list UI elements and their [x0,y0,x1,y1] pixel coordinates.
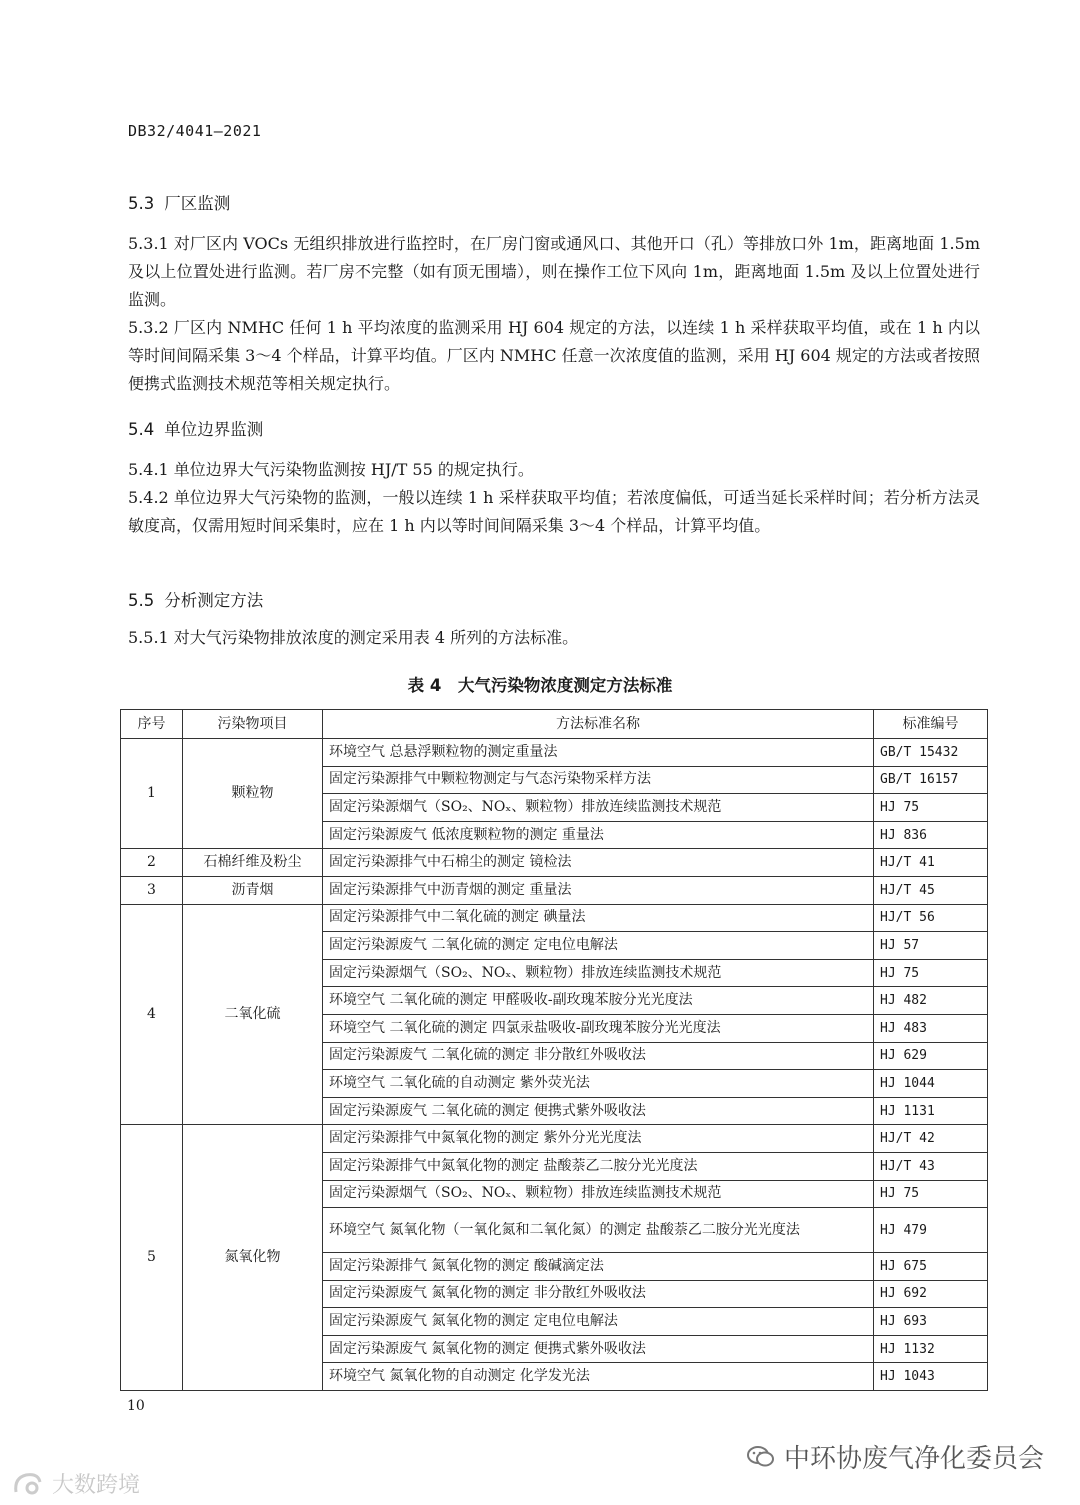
watermark-text: 中环协废气净化委员会 [783,1444,1044,1474]
section-title: 单位边界监测 [164,420,264,439]
method-cell: 环境空气 氮氧化物（一氧化氮和二氧化氮）的测定 盐酸萘乙二胺分光光度法 [323,1208,874,1253]
seq-cell: 1 [121,739,183,849]
section-title: 厂区监测 [164,194,231,213]
seq-cell: 5 [121,1125,183,1391]
method-cell: 固定污染源烟气（SO₂、NOₓ、颗粒物）排放连续监测技术规范 [323,959,874,987]
pollutant-cell: 沥青烟 [183,876,323,904]
method-cell: 固定污染源废气 氮氧化物的测定 定电位电解法 [323,1308,874,1336]
watermark-brand [12,1468,140,1499]
table-caption: 表 4 大气污染物浓度测定方法标准 [407,676,673,695]
section-heading-5-3 [128,190,230,214]
method-cell: 固定污染源排气中氮氧化物的测定 盐酸萘乙二胺分光光度法 [323,1152,874,1180]
code-cell: HJ/T 43 [874,1152,988,1180]
paragraph-5-4-1: 5.4.1 单位边界大气污染物监测按 HJ/T 55 的规定执行。 [128,460,534,479]
code-cell: HJ 75 [874,959,988,987]
section-title: 分析测定方法 [164,591,264,610]
paragraph-5-4-2: 5.4.2 单位边界大气污染物的监测，一般以连续 1 h 采样获取平均值；若浓度偏低，可适当延长采样时间；若分析方法灵敏度高，仅需用短时间采集时，应在 1 h 内以等时间间隔采集 3～4 个样品，计算平均值。 [128,488,980,535]
method-cell: 固定污染源排气中二氧化硫的测定 碘量法 [323,904,874,932]
brand-logo-icon [12,1470,46,1498]
code-cell: HJ 1044 [874,1070,988,1098]
method-cell: 环境空气 二氧化硫的测定 甲醛吸收-副玫瑰苯胺分光光度法 [323,987,874,1015]
code-cell: GB/T 16157 [874,766,988,794]
header-method-name: 方法标准名称 [323,710,874,739]
pollutant-cell: 二氧化硫 [183,904,323,1125]
code-cell: HJ 482 [874,987,988,1015]
code-cell: HJ 57 [874,932,988,960]
paragraph-5-3-1: 5.3.1 对厂区内 VOCs 无组织排放进行监控时，在厂房门窗或通风口、其他开口（孔）等排放口外 1m，距离地面 1.5m 及以上位置处进行监测。若厂房不完整（如有顶无围墙），则在操作工位下风向 1m，距离地面 1.5m 及以上位置处进行监测。 [128,234,980,309]
method-cell: 固定污染源废气 低浓度颗粒物的测定 重量法 [323,821,874,849]
pollutant-cell: 氮氧化物 [183,1125,323,1391]
code-cell: HJ 75 [874,794,988,822]
page-number: 10 [127,1398,145,1414]
section-number: 5.4 [128,420,155,439]
code-cell: HJ 675 [874,1253,988,1281]
header-pollutant: 污染物项目 [183,710,323,739]
method-cell: 固定污染源废气 二氧化硫的测定 便携式紫外吸收法 [323,1097,874,1125]
paragraph-5-5-1: 5.5.1 对大气污染物排放浓度的测定采用表 4 所列的方法标准。 [128,628,579,647]
code-cell: HJ 479 [874,1208,988,1253]
table-header-row [121,710,988,739]
method-cell: 固定污染源废气 二氧化硫的测定 定电位电解法 [323,932,874,960]
method-cell: 环境空气 二氧化硫的自动测定 紫外荧光法 [323,1070,874,1098]
code-cell: HJ/T 45 [874,876,988,904]
code-cell: HJ/T 56 [874,904,988,932]
method-cell: 固定污染源排气 氮氧化物的测定 酸碱滴定法 [323,1253,874,1281]
code-cell: HJ 1131 [874,1097,988,1125]
watermark-brand-text: 大数跨境 [52,1473,141,1498]
method-cell: 固定污染源废气 二氧化硫的测定 非分散红外吸收法 [323,1042,874,1070]
code-cell: HJ 75 [874,1180,988,1208]
table-row [121,876,988,904]
code-cell: HJ 1043 [874,1363,988,1391]
code-cell: HJ 629 [874,1042,988,1070]
method-cell: 固定污染源烟气（SO₂、NOₓ、颗粒物）排放连续监测技术规范 [323,1180,874,1208]
method-cell: 固定污染源排气中颗粒物测定与气态污染物采样方法 [323,766,874,794]
table-row [121,849,988,877]
seq-cell: 3 [121,876,183,904]
seq-cell: 4 [121,904,183,1125]
table-row [121,904,988,932]
table-row [121,739,988,767]
pollutant-cell: 石棉纤维及粉尘 [183,849,323,877]
method-cell: 固定污染源排气中石棉尘的测定 镜检法 [323,849,874,877]
code-cell: HJ 483 [874,1014,988,1042]
section-number: 5.5 [128,591,155,610]
pollutant-cell: 颗粒物 [183,739,323,849]
document-code: DB32/4041—2021 [128,122,262,140]
method-cell: 固定污染源排气中氮氧化物的测定 紫外分光光度法 [323,1125,874,1153]
method-cell: 固定污染源废气 氮氧化物的测定 便携式紫外吸收法 [323,1335,874,1363]
section-heading-5-4 [128,416,263,440]
method-cell: 固定污染源排气中沥青烟的测定 重量法 [323,876,874,904]
paragraph-5-3-2: 5.3.2 厂区内 NMHC 任何 1 h 平均浓度的监测采用 HJ 604 规定的方法，以连续 1 h 采样获取平均值，或在 1 h 内以等时间间隔采集 3～4 个样品，计算平均值。厂区内 NMHC 任意一次浓度值的监测，采用 HJ 604 规定的方法或者按照便携式监测技术规范等相关规定执行。 [128,318,980,393]
code-cell: HJ 836 [874,821,988,849]
table-row [121,1125,988,1153]
code-cell: HJ 693 [874,1308,988,1336]
method-cell: 固定污染源废气 氮氧化物的测定 非分散红外吸收法 [323,1280,874,1308]
header-standard-code: 标准编号 [874,710,988,739]
methods-table [120,709,988,1391]
method-cell: 固定污染源烟气（SO₂、NOₓ、颗粒物）排放连续监测技术规范 [323,794,874,822]
wechat-icon [746,1444,776,1470]
code-cell: HJ 1132 [874,1335,988,1363]
seq-cell: 2 [121,849,183,877]
section-number: 5.3 [128,194,155,213]
code-cell: HJ/T 41 [874,849,988,877]
method-cell: 环境空气 总悬浮颗粒物的测定重量法 [323,739,874,767]
method-cell: 环境空气 二氧化硫的测定 四氯汞盐吸收-副玫瑰苯胺分光光度法 [323,1014,874,1042]
code-cell: GB/T 15432 [874,739,988,767]
method-cell: 环境空气 氮氧化物的自动测定 化学发光法 [323,1363,874,1391]
code-cell: HJ/T 42 [874,1125,988,1153]
watermark-wechat [746,1438,1044,1475]
section-heading-5-5 [128,587,263,611]
header-seq: 序号 [121,710,183,739]
code-cell: HJ 692 [874,1280,988,1308]
